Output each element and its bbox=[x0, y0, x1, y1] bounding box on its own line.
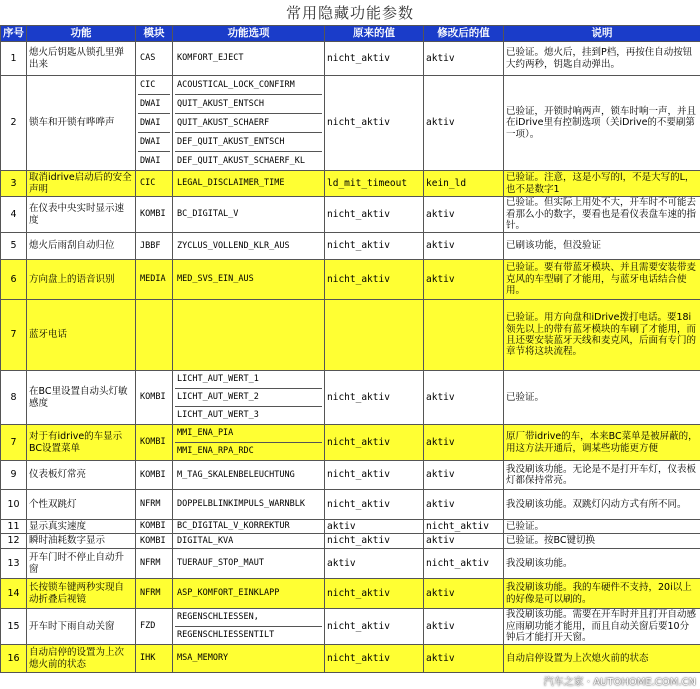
cell-option bbox=[173, 300, 325, 371]
option-code: DIGITAL_KVA bbox=[177, 535, 234, 546]
cell-module bbox=[136, 534, 173, 549]
table-row bbox=[1, 534, 700, 549]
cell-module bbox=[136, 171, 173, 197]
cell-desc: 已验证，开锁时响两声，锁车时响一声，并且在iDrive里有控制选项（关iDrive的不要刷第一项）。 bbox=[504, 76, 700, 171]
cell-orig-value: nicht_aktiv bbox=[325, 233, 424, 260]
cell-option bbox=[173, 197, 325, 233]
cell-new-value: nicht_aktiv bbox=[424, 549, 504, 579]
table-row bbox=[1, 260, 700, 300]
header-cell-desc: 说明 bbox=[504, 26, 700, 42]
cell-desc: 我没刷该功能。无论是不是打开车灯，仪表板灯都保持常亮。 bbox=[504, 461, 700, 490]
module-label: DWAI bbox=[138, 95, 170, 114]
cell-module bbox=[136, 490, 173, 520]
cell-module bbox=[136, 520, 173, 534]
cell-option bbox=[173, 534, 325, 549]
option-code: MSA_MEMORY bbox=[177, 653, 229, 664]
cell-no: 4 bbox=[1, 197, 27, 233]
cell-orig-value: nicht_aktiv bbox=[325, 609, 424, 645]
cell-func: 瞬时油耗数字显示 bbox=[27, 534, 136, 549]
cell-new-value: aktiv bbox=[424, 233, 504, 260]
cell-desc: 原厂带idrive的车，本来BC菜单是被屏蔽的，用这方法开通后，调某些功能更方便 bbox=[504, 425, 700, 461]
cell-func: 取消idrive启动后的安全声明 bbox=[27, 171, 136, 197]
option-code: LICHT_AUT_WERT_3 bbox=[177, 410, 259, 420]
cell-no: 5 bbox=[1, 233, 27, 260]
cell-func: 长按锁车键两秒实现自动折叠后视镜 bbox=[27, 579, 136, 609]
table-row bbox=[1, 197, 700, 233]
table-row bbox=[1, 609, 700, 645]
cell-new-value: aktiv bbox=[424, 260, 504, 300]
cell-new-value: aktiv bbox=[424, 76, 504, 171]
option-code: DEF_QUIT_AKUST_ENTSCH bbox=[175, 133, 322, 152]
cell-new-value: aktiv bbox=[424, 579, 504, 609]
cell-desc: 已验证。 bbox=[504, 371, 700, 425]
cell-orig-value: nicht_aktiv bbox=[325, 645, 424, 673]
cell-desc: 自动启停设置为上次熄火前的状态 bbox=[504, 645, 700, 673]
cell-module bbox=[136, 579, 173, 609]
module-label: KOMBI bbox=[140, 392, 166, 402]
cell-orig-value: nicht_aktiv bbox=[325, 260, 424, 300]
cell-no: 2 bbox=[1, 76, 27, 171]
table-row bbox=[1, 520, 700, 534]
cell-func: 熄火后钥匙从锁孔里弹出来 bbox=[27, 42, 136, 76]
cell-desc: 已验证。注意，这是小写的l，不是大写的L，也不是数字1 bbox=[504, 171, 700, 197]
cell-module bbox=[136, 76, 173, 171]
cell-desc: 已验证。但实际上用处不大，开车时不可能去看那么小的数字，要看也是看仪表盘车速的指针。 bbox=[504, 197, 700, 233]
sheet-title: 常用隐藏功能参数 bbox=[285, 4, 414, 22]
cell-option bbox=[173, 42, 325, 76]
cell-orig-value bbox=[325, 300, 424, 371]
cell-no: 11 bbox=[1, 520, 27, 534]
cell-no: 15 bbox=[1, 609, 27, 645]
cell-module bbox=[136, 645, 173, 673]
cell-func: 蓝牙电话 bbox=[27, 300, 136, 371]
cell-new-value: aktiv bbox=[424, 42, 504, 76]
cell-new-value: aktiv bbox=[424, 425, 504, 461]
option-code: ZYCLUS_VOLLEND_KLR_AUS bbox=[177, 240, 290, 251]
cell-func: 开车时下雨自动关窗 bbox=[27, 609, 136, 645]
cell-option bbox=[173, 371, 325, 425]
cell-no: 3 bbox=[1, 171, 27, 197]
module-label: NFRM bbox=[140, 558, 161, 569]
cell-orig-value: nicht_aktiv bbox=[325, 425, 424, 461]
option-code: DEF_QUIT_AKUST_SCHAERF_KL bbox=[177, 156, 305, 166]
cell-orig-value: nicht_aktiv bbox=[325, 534, 424, 549]
cell-func: 仪表板灯常亮 bbox=[27, 461, 136, 490]
cell-orig-value: nicht_aktiv bbox=[325, 197, 424, 233]
cell-new-value: aktiv bbox=[424, 371, 504, 425]
cell-func: 方向盘上的语音识别 bbox=[27, 260, 136, 300]
option-code: BC_DIGITAL_V bbox=[177, 209, 239, 220]
cell-orig-value: nicht_aktiv bbox=[325, 579, 424, 609]
cell-desc: 已验证。用方向盘和iDrive拨打电话。要18i领先以上的带有蓝牙模块的车刷了才能用，而且还要安装蓝牙天线和麦克风，后面有专门的章节将这块流程。 bbox=[504, 300, 700, 371]
option-code: LICHT_AUT_WERT_1 bbox=[175, 371, 322, 389]
cell-desc: 我没刷该功能。我的车硬件不支持，20i以上的好像是可以刷的。 bbox=[504, 579, 700, 609]
cell-orig-value: aktiv bbox=[325, 549, 424, 579]
option-code: M_TAG_SKALENBELEUCHTUNG bbox=[177, 469, 295, 480]
cell-new-value: aktiv bbox=[424, 609, 504, 645]
table-row bbox=[1, 549, 700, 579]
header-cell-option: 功能选项 bbox=[173, 26, 325, 42]
cell-option bbox=[173, 490, 325, 520]
cell-desc: 我没刷该功能。需要在开车时并且打开自动感应雨刷功能才能用，而且自动关窗后要10分钟后才能打开天窗。 bbox=[504, 609, 700, 645]
cell-desc: 已验证。 bbox=[504, 520, 700, 534]
cell-func: 在BC里设置自动头灯敏感度 bbox=[27, 371, 136, 425]
module-label: NFRM bbox=[140, 499, 161, 510]
table-row bbox=[1, 490, 700, 520]
table-body bbox=[1, 42, 700, 673]
cell-func: 个性双跳灯 bbox=[27, 490, 136, 520]
cell-new-value: aktiv bbox=[424, 461, 504, 490]
cell-no: 1 bbox=[1, 42, 27, 76]
header-row bbox=[1, 26, 700, 42]
module-label: CAS bbox=[140, 53, 156, 64]
module-label: KOMBI bbox=[140, 535, 166, 546]
module-label: FZD bbox=[140, 621, 156, 631]
module-label: KOMBI bbox=[140, 209, 166, 220]
option-code: BC_DIGITAL_V_KORREKTUR bbox=[177, 521, 290, 532]
header-cell-new: 修改后的值 bbox=[424, 26, 504, 42]
cell-no: 13 bbox=[1, 549, 27, 579]
params-table bbox=[0, 25, 700, 673]
cell-func: 在仪表中央实时显示速度 bbox=[27, 197, 136, 233]
header-cell-no: 序号 bbox=[1, 26, 27, 42]
module-label: IHK bbox=[140, 653, 156, 664]
module-label: KOMBI bbox=[140, 521, 166, 532]
cell-orig-value: nicht_aktiv bbox=[325, 461, 424, 490]
cell-no: 10 bbox=[1, 490, 27, 520]
cell-no: 14 bbox=[1, 579, 27, 609]
cell-no: 6 bbox=[1, 260, 27, 300]
option-code: MED_SVS_EIN_AUS bbox=[177, 274, 254, 285]
option-code: KOMFORT_EJECT bbox=[177, 53, 244, 64]
module-label: DWAI bbox=[138, 114, 170, 133]
cell-option bbox=[173, 76, 325, 171]
module-label: DWAI bbox=[138, 133, 170, 152]
table-row bbox=[1, 371, 700, 425]
cell-orig-value: ld_mit_timeout bbox=[325, 171, 424, 197]
cell-no: 8 bbox=[1, 371, 27, 425]
option-code: TUERAUF_STOP_MAUT bbox=[177, 558, 264, 569]
cell-option bbox=[173, 461, 325, 490]
cell-desc: 已验证。熄火后，挂到P档，再按住自动按钮大约两秒，钥匙自动弹出。 bbox=[504, 42, 700, 76]
module-label: KOMBI bbox=[140, 437, 166, 447]
option-code: MMI_ENA_PIA bbox=[175, 425, 322, 443]
cell-option bbox=[173, 520, 325, 534]
cell-option bbox=[173, 171, 325, 197]
module-label: NFRM bbox=[140, 588, 161, 599]
cell-option bbox=[173, 579, 325, 609]
cell-option bbox=[173, 260, 325, 300]
table-row bbox=[1, 76, 700, 171]
module-label: MEDIA bbox=[140, 274, 166, 285]
table-row bbox=[1, 425, 700, 461]
cell-new-value bbox=[424, 300, 504, 371]
table-row bbox=[1, 300, 700, 371]
cell-no: 12 bbox=[1, 534, 27, 549]
cell-module bbox=[136, 233, 173, 260]
cell-option bbox=[173, 609, 325, 645]
option-code: ASP_KOMFORT_EINKLAPP bbox=[177, 588, 280, 599]
table-row bbox=[1, 461, 700, 490]
cell-no: 7 bbox=[1, 425, 27, 461]
option-code: QUIT_AKUST_SCHAERF bbox=[175, 114, 322, 133]
cell-orig-value: nicht_aktiv bbox=[325, 371, 424, 425]
cell-module bbox=[136, 425, 173, 461]
cell-new-value: nicht_aktiv bbox=[424, 520, 504, 534]
module-label: JBBF bbox=[140, 240, 161, 251]
cell-module bbox=[136, 260, 173, 300]
cell-orig-value: nicht_aktiv bbox=[325, 42, 424, 76]
option-code: ACOUSTICAL_LOCK_CONFIRM bbox=[175, 76, 322, 95]
cell-no: 9 bbox=[1, 461, 27, 490]
cell-module bbox=[136, 609, 173, 645]
table-row bbox=[1, 233, 700, 260]
module-label: DWAI bbox=[140, 156, 161, 166]
cell-option bbox=[173, 549, 325, 579]
cell-orig-value: aktiv bbox=[325, 520, 424, 534]
module-label: CIC bbox=[140, 178, 156, 189]
table-row bbox=[1, 171, 700, 197]
module-label: KOMBI bbox=[140, 469, 166, 480]
cell-func: 对于有idrive的车显示BC设置菜单 bbox=[27, 425, 136, 461]
watermark-logo: 汽车之家 · AUTOHOME.COM.CN bbox=[543, 677, 696, 688]
cell-orig-value: nicht_aktiv bbox=[325, 490, 424, 520]
cell-new-value: aktiv bbox=[424, 197, 504, 233]
cell-desc: 我没刷该功能。双跳灯闪动方式有所不同。 bbox=[504, 490, 700, 520]
cell-desc: 已验证。要有带蓝牙模块、并且需要安装带麦克风的车型刷了才能用，与蓝牙电话结合使用。 bbox=[504, 260, 700, 300]
option-code: LEGAL_DISCLAIMER_TIME bbox=[177, 178, 285, 189]
cell-new-value: aktiv bbox=[424, 490, 504, 520]
cell-new-value: kein_ld bbox=[424, 171, 504, 197]
cell-orig-value: nicht_aktiv bbox=[325, 76, 424, 171]
cell-module bbox=[136, 300, 173, 371]
option-code: MMI_ENA_RPA_RDC bbox=[177, 446, 254, 456]
option-code: REGENSCHLIESSENTILT bbox=[177, 630, 275, 640]
cell-no: 7 bbox=[1, 300, 27, 371]
option-code: DOPPELBLINKIMPULS_WARNBLK bbox=[177, 499, 305, 510]
cell-desc: 已验证。按BC键切换 bbox=[504, 534, 700, 549]
cell-new-value: aktiv bbox=[424, 645, 504, 673]
cell-option bbox=[173, 233, 325, 260]
cell-option bbox=[173, 425, 325, 461]
cell-func: 开车门时不停止自动升窗 bbox=[27, 549, 136, 579]
header-cell-func: 功能 bbox=[27, 26, 136, 42]
cell-func: 锁车和开锁有哗哗声 bbox=[27, 76, 136, 171]
cell-module bbox=[136, 371, 173, 425]
cell-module bbox=[136, 549, 173, 579]
cell-no: 16 bbox=[1, 645, 27, 673]
option-code: LICHT_AUT_WERT_2 bbox=[175, 389, 322, 407]
cell-func: 显示真实速度 bbox=[27, 520, 136, 534]
cell-func: 熄火后雨刮自动归位 bbox=[27, 233, 136, 260]
cell-func: 自动启停的设置为上次熄火前的状态 bbox=[27, 645, 136, 673]
cell-desc: 我没刷该功能。 bbox=[504, 549, 700, 579]
table-row bbox=[1, 579, 700, 609]
cell-desc: 已刷该功能，但没验证 bbox=[504, 233, 700, 260]
module-label: CIC bbox=[138, 76, 170, 95]
cell-module bbox=[136, 42, 173, 76]
cell-module bbox=[136, 197, 173, 233]
option-code: QUIT_AKUST_ENTSCH bbox=[175, 95, 322, 114]
cell-module bbox=[136, 461, 173, 490]
table-row bbox=[1, 645, 700, 673]
header-cell-orig: 原来的值 bbox=[325, 26, 424, 42]
cell-option bbox=[173, 645, 325, 673]
cell-new-value: aktiv bbox=[424, 534, 504, 549]
option-code: REGENSCHLIESSEN, bbox=[175, 609, 322, 627]
header-cell-module: 模块 bbox=[136, 26, 173, 42]
table-row bbox=[1, 42, 700, 76]
